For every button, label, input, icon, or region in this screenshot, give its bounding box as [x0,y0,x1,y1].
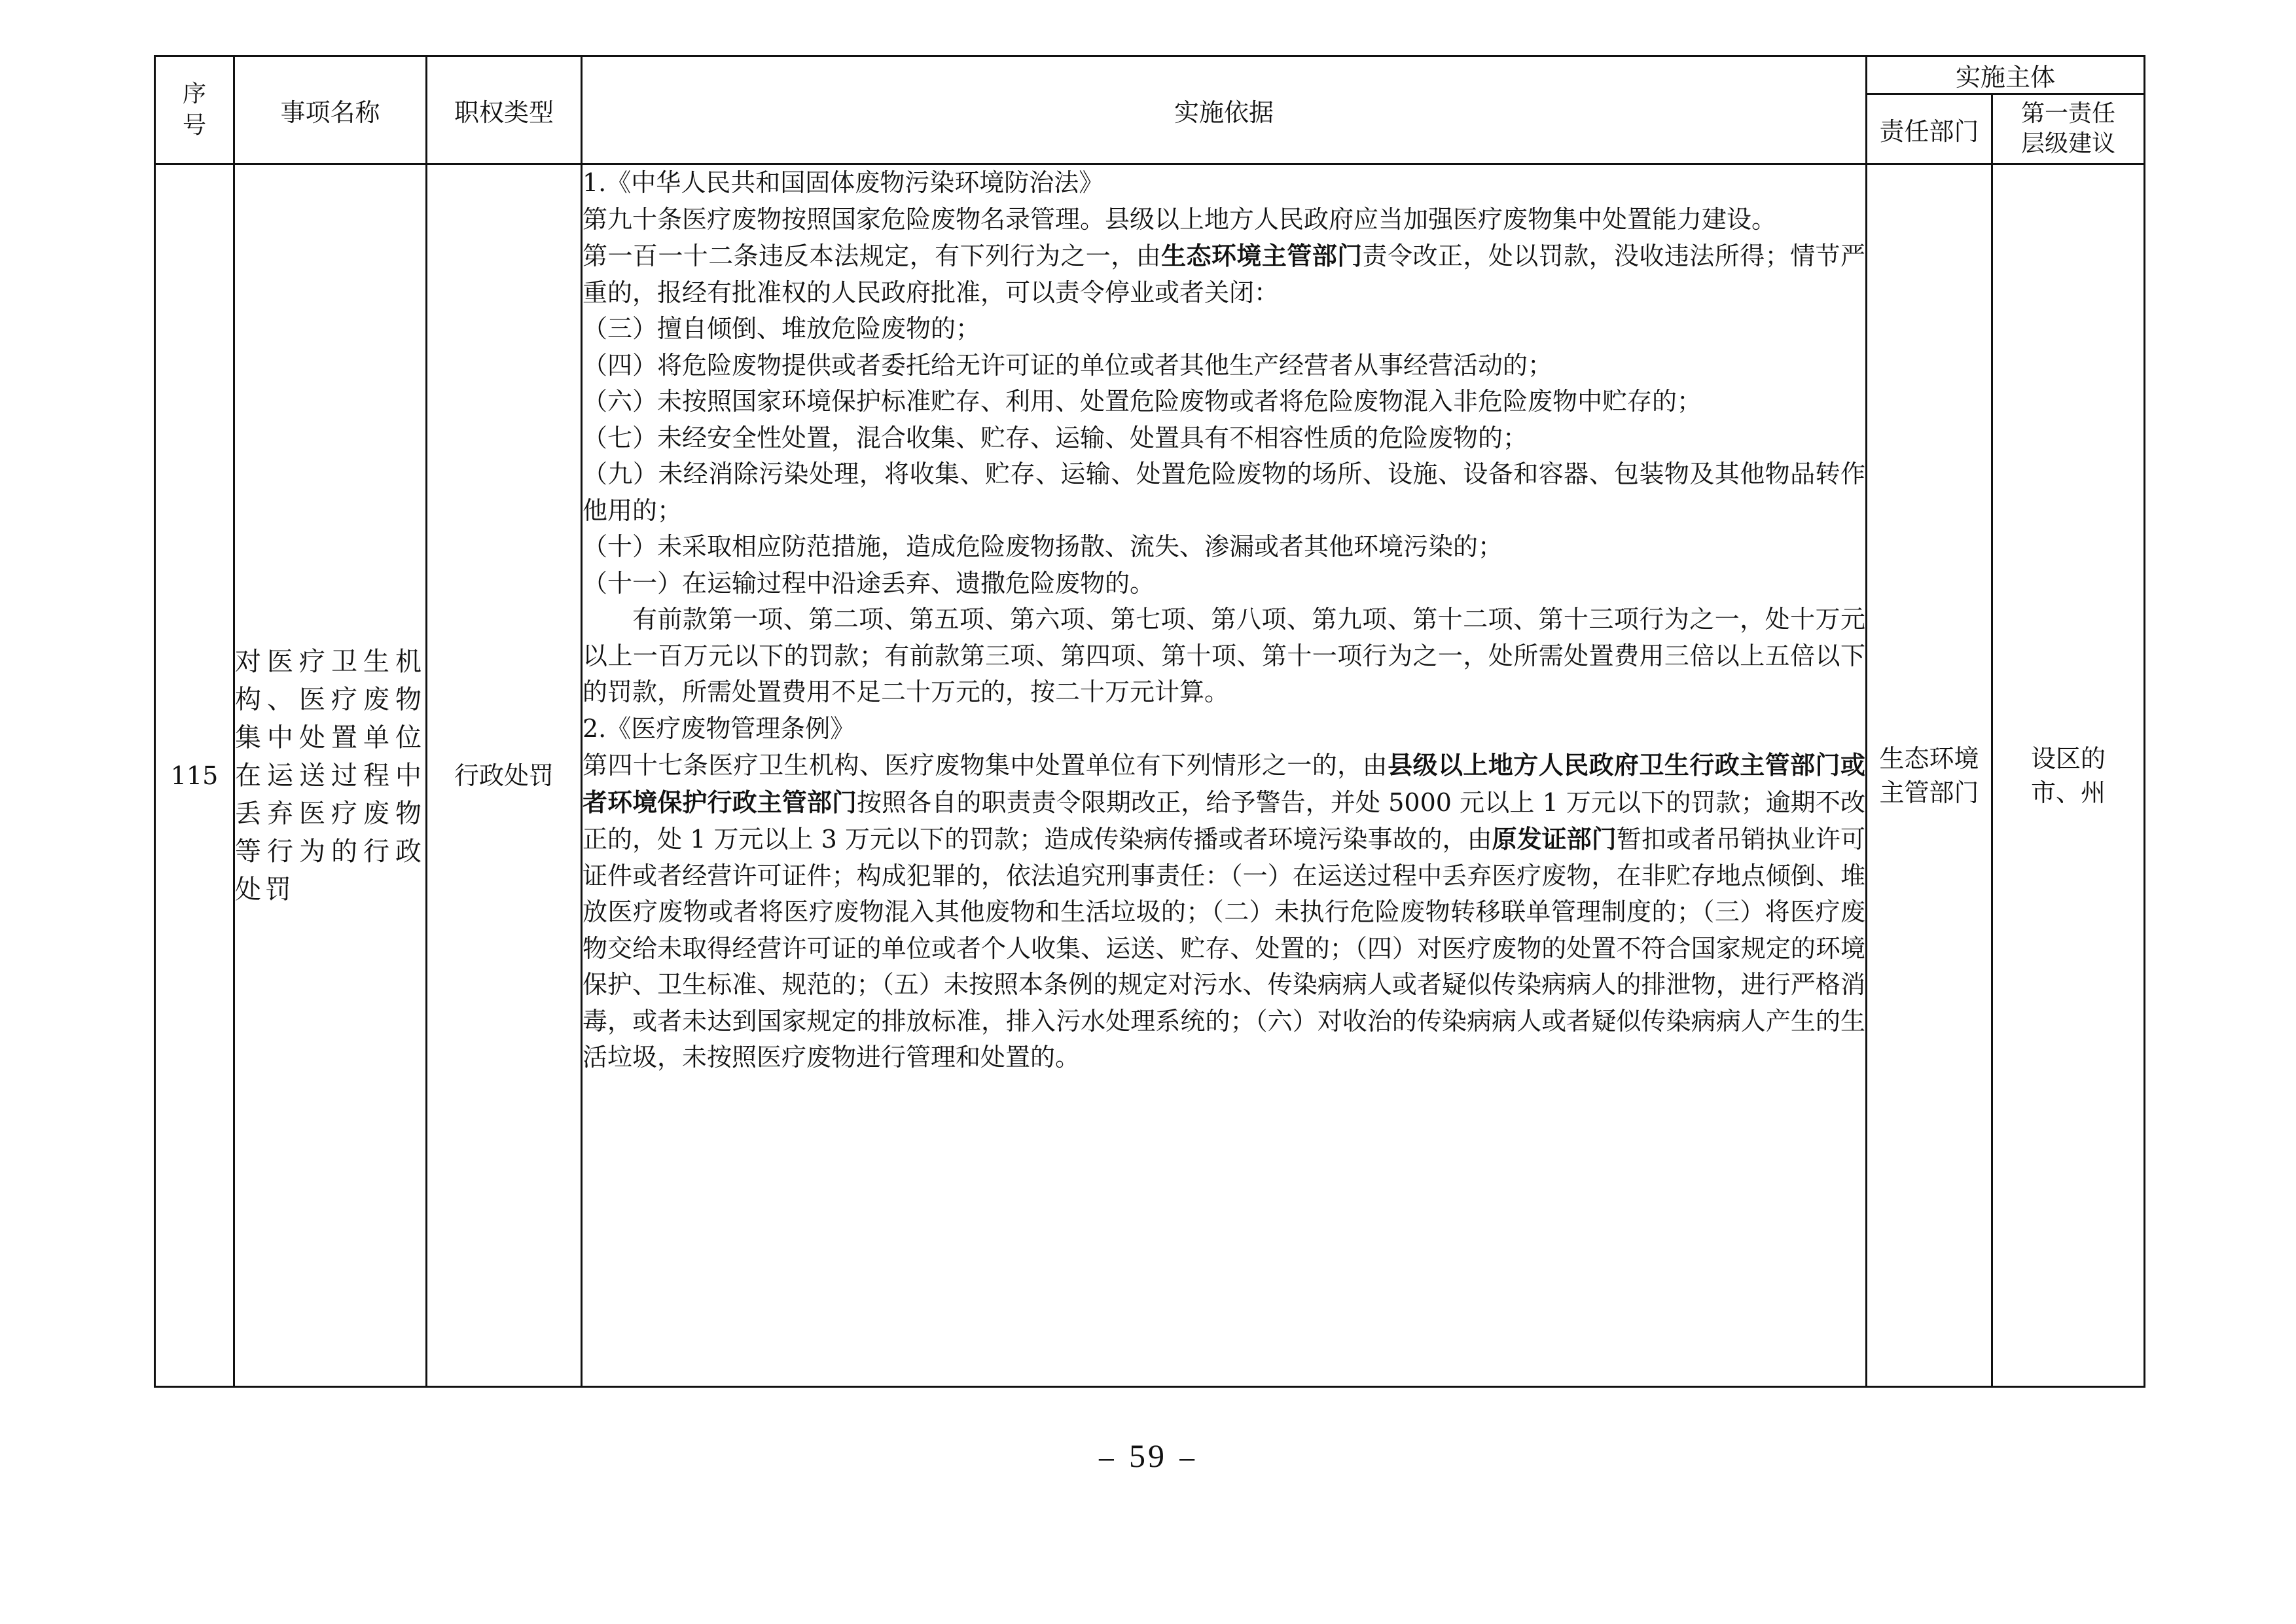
law1-article-90: 第九十条医疗废物按照国家危险废物名录管理。县级以上地方人民政府应当加强医疗废物集中处置能力建设。 [583,204,1777,234]
law1-item-4: （四）将危险废物提供或者委托给无许可证的单位或者其他生产经营者从事经营活动的； [583,350,1553,380]
header-row-1 [155,56,2145,94]
row-basis [582,164,1867,1387]
law1-title: 1.《中华人民共和国固体废物污染环境防治法》 [583,168,1104,197]
row-item-name: 对医疗卫生机构、医疗废物集中处置单位在运送过程中丢弃医疗废物等行为的行政处罚 [234,164,427,1387]
law1-item-6: （六）未按照国家环境保护标准贮存、利用、处置危险废物或者将危险废物混入非危险废物中贮存的； [583,387,1702,416]
law2-title: 2.《医疗废物管理条例》 [583,713,855,743]
header-subject: 实施主体 [1867,56,2145,94]
page-dash-right: − [1177,1441,1199,1478]
responsible-authority: 生态环境主管部门 [1161,241,1363,270]
law1-penalty: 有前款第一项、第二项、第五项、第六项、第七项、第八项、第九项、第十二项、第十三项行为之一，处十万元以上一百万元以下的罚款；有前款第三项、第四项、第十项、第十一项行为之一，处所需处置费用三倍以上五倍以下的罚款，所需处置费用不足二十万元的，按二十万元计算。 [583,605,1865,706]
row-level: 设区的市、州 [1992,164,2145,1387]
law1-item-3: （三）擅自倾倒、堆放危险废物的； [583,314,981,343]
header-item-name: 事项名称 [234,56,427,164]
header-power-type: 职权类型 [427,56,582,164]
header-level [1992,94,2145,164]
law1-item-9: （九）未经消除污染处理，将收集、贮存、运输、处置危险废物的场所、设施、设备和容器、包装物及其他物品转作他用的； [583,460,1865,525]
issuing-authority: 原发证部门 [1492,824,1617,854]
table-row [155,164,2145,1387]
law1-item-10: （十）未采取相应防范措施，造成危险废物扬散、流失、渗漏或者其他环境污染的； [583,532,1503,561]
header-level-line1: 第一责任 [2021,100,2116,127]
header-seq: 序号 [155,56,234,164]
header-level-line2: 层级建议 [2021,130,2116,157]
law2-article-47: 第四十七条医疗卫生机构、医疗废物集中处置单位有下列情形之一的，由县级以上地方人民政府卫生行政主管部门或者环境保护行政主管部门按照各自的职责责令限期改正，给予警告，并处 5000 元以上 1 万元以下的罚款；逾期不改正的，处 1 万元以上 3 万元以下的罚款；造成传染病传播或者环境污染事故的，由原发证部门暂扣或者吊销执业许可证件或者经营许可证件；构成犯罪的，依法追究刑事责任：（一）在运送过程中丢弃医疗废物，在非贮存地点倾倒、堆放医疗废物或者将医疗废物混入其他废物和生活垃圾的；（二）未执行危险废物转移联单管理制度的；（三）将医疗废物交给未取得经营许可证的单位或者个人收集、运送、贮存、处置的；（四）对医疗废物的处置不符合国家规定的环境保护、卫生标准、规范的；（五）未按照本条例的规定对污水、传染病病人或者疑似传染病病人的排泄物，进行严格消毒，或者未达到国家规定的排放标准，排入污水处理系统的；（六）对收治的传染病病人或者疑似传染病病人产生的生活垃圾，未按照医疗废物进行管理和处置的。 [583,750,1865,1072]
page-number: − 59 − [1097,1437,1199,1478]
page-dash-left: − [1097,1441,1119,1478]
responsible-authority: 县级以上地方人民政府卫生行政主管部门或者环境保护行政主管部门 [583,750,1865,817]
header-basis: 实施依据 [582,56,1867,164]
law1-item-11: （十一）在运输过程中沿途丢弃、遗撒危险废物的。 [583,568,1155,598]
row-power-type: 行政处罚 [427,164,582,1387]
law1-article-112: 第一百一十二条违反本法规定，有下列行为之一，由生态环境主管部门责令改正，处以罚款，没收违法所得；情节严重的，报经有批准权的人民政府批准，可以责令停业或者关闭： [583,241,1865,307]
header-dept: 责任部门 [1867,94,1992,164]
power-list-table [154,55,2145,1388]
law1-item-7: （七）未经安全性处置，混合收集、贮存、运输、处置具有不相容性质的危险废物的； [583,423,1528,452]
row-dept: 生态环境主管部门 [1867,164,1992,1387]
row-seq: 115 [155,164,234,1387]
